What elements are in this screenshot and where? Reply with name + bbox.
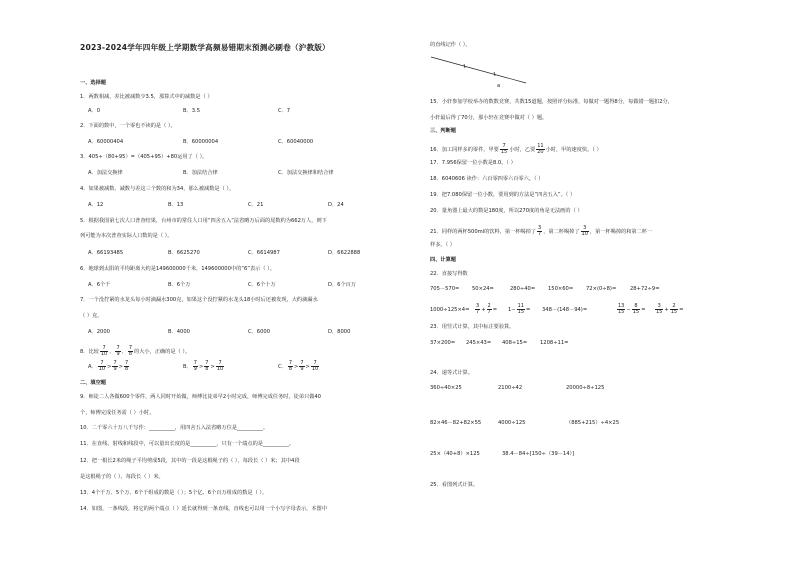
question-25: 25．看图列式计算。 [430,482,479,488]
option: D．6个百万 [328,282,357,288]
question-14: 14．如图，一条线段，将它的两个端点（ ）延长就得到一条直线。直线也可以用一个小写字母表示，本图中 [80,506,327,512]
option: D．8000 [328,329,351,335]
question-21-tail: ，第一杯喝掉的和第二杯一 [589,229,653,235]
section-heading: 四、计算题 [430,257,456,263]
option: B． [183,364,192,370]
straight-line [431,57,526,83]
endpoint-tick [464,64,465,68]
question-14-continued: 的直线记作（ ）。 [430,42,471,48]
calc-item: 1208÷11= [540,340,569,346]
option: C．加法交换律和结合律 [278,170,334,176]
option: B．60000004 [183,139,219,145]
fraction: $\frac{3}{7}$ [538,225,542,237]
section-heading: 二、填空题 [80,380,106,386]
option: D．6622888 [328,250,361,256]
calc-row [430,286,660,293]
calc-item: 280÷40= [510,286,536,292]
option: C．6个十万 [248,282,276,288]
calc-item: 82×46－82+82×55 [430,420,482,426]
page-title: 2023-2024学年四年级上学期数学高频易错期末预测必刷卷（沪教版） [80,43,330,52]
question-8: 8．比较 $\frac{7}{10}$ 、 $\frac{7}{9}$ 、 $\frac{7}{8}$ 的大小，正确的是（ ）。 [80,345,191,357]
calc-item: 50×24= [472,286,494,292]
question-16-stem: 16．加工同样多的零件，甲要 [430,147,499,153]
option: A．66193485 [88,250,124,256]
calc-item: 705－570= [430,286,460,292]
question-7-line1: 7．一个没拧紧的水龙头每小时滴漏水300克，如果这个没拧紧的水龙头18小时后还被发现，大约滴漏水 [80,297,318,303]
option: B．加法结合律 [183,170,218,176]
question-5-options [88,250,360,257]
calc-item: 4000÷125 [498,420,526,426]
section-heading: 三、判断题 [430,128,456,134]
question-7-line2: （ ）克。 [80,313,103,319]
question-8-stem: 8．比较 [80,349,99,355]
question-8-options: A． $\frac{7}{10}$ > $\frac{7}{9}$ > $\frac{7}{8}$ B． $\frac{7}{9}$ > $\frac{7}{8}$ > $\frac{7}{10}$ C． $\frac{7}{8}$ > $\frac{7}{9}$ > $\frac{7}{10}$ [88,360,319,372]
option: B．4000 [168,329,190,335]
question-15-line2: 小轩最后得了70分，那小轩在竞赛中做对（ ）题。 [430,115,548,121]
calc-row [430,451,574,458]
question-21-mid: ，第二杯喝掉了 [543,229,580,235]
question-6-options [88,282,356,289]
question-13: 13．4个千万、5个万、6个千组成的数是（ ）；5个亿、6个百万组成的数是（ ）。 [80,490,268,496]
question-2: 2．下面的数中，一个零也不读的是（ ）。 [80,123,176,129]
question-12-line2: 是这根绳子的（ ），每段长（ ）米。 [80,474,164,480]
calc-item: 1000÷125×4= [430,307,470,313]
question-3-options [88,170,334,177]
calc-item: 2100÷42 [498,385,523,391]
calc-row: 1000÷125×4= $\frac{3}{7}$ + $\frac{2}{7}$ = 1− $\frac{11}{15}$ = 348－(148－94)= $\frac{13}{15}$ − $\frac{8}{15}$ = $\frac{3}{15}$ + $\frac{2}{15}$ = [430,303,684,315]
option: A．6个千 [88,282,111,288]
question-12-line1: 12．把一根长2米的绳子平均剪成5段，其中的一段是这根绳子的（ ），每段长（ ）米；其中4段 [80,458,300,464]
question-5-line1: 5．根据我国第七次人口普查结果，台州市的常住人口用“四舍五入”法省略万后面的尾数约为662万人，则下 [80,218,327,224]
calc-item: 37×200= [430,340,456,346]
calc-item: 25×（40+8）×125 [430,451,480,457]
option: C．7 [278,108,291,114]
question-6: 6．地球到太阳的平均距离大约是149600000千米，149600000中的“6”表示（ ）。 [80,266,275,272]
option: C．6000 [248,329,271,335]
question-19: 19．把7.080保留一位小数，要用到的方法是“四舍五入”。（ ） [430,192,576,198]
calc-item: 245×43= [466,340,492,346]
option: A．12 [88,202,104,208]
line-label: a [497,83,501,89]
calc-row [430,340,569,347]
option: C． [278,364,287,370]
option: B．6625270 [168,250,200,256]
option: A．加法交换律 [88,170,123,176]
question-4: 4．如果被减数、减数与差这三个数的和为34，那么被减数是（ ）。 [80,186,235,192]
question-20: 20．量角器上最大的数是180度，所以270度的角是无法画的（ ） [430,208,583,214]
question-8-tail: 的大小，正确的是（ ）。 [134,349,191,355]
question-21-line2: 样多。（ ） [430,242,455,248]
question-1: 1．两数相减，差比被减数少3.5，那算式中的减数是（ ） [80,94,213,100]
question-16 [430,144,602,155]
option: C．60040000 [278,139,314,145]
question-15-line1: 15．小轩参加学校举办的数数竞赛，共数15道题，按照评分标准，每做对一题得8分，每做错一题扣2分， [430,99,673,105]
calc-item: 20000÷8÷125 [566,385,605,391]
calc-item: （885+215）÷4×25 [566,420,620,426]
calc-item: 408÷15= [502,340,528,346]
question-24: 24．递等式计算。 [430,370,473,376]
fraction: $\frac{7}{8}$ [128,345,133,357]
calc-item: 150×60= [548,286,574,292]
option: C．6614987 [248,250,280,256]
question-23: 23．用竖式计算，其中标注要验算。 [430,324,515,330]
option: C．21 [248,202,264,208]
line-figure [428,50,538,92]
question-10: 10．二千零六十万八千写作：__________，用四舍五入法省略万位是__________。 [80,425,269,431]
calc-row [430,420,619,427]
calc-row [430,385,604,392]
question-3: 3．405÷（80+95）=（405+95）+80运用了（ ）。 [80,154,208,160]
question-1-options [88,108,290,115]
question-5-line2: 列可能为本次普查实际人口数的是（ ）。 [80,233,173,239]
question-2-options [88,139,313,146]
question-18: 18．6040606 读作：六百零四零六百零六。（ ） [430,176,544,182]
fraction: $\frac{7}{9}$ [116,345,120,357]
section-heading: 一、选择题 [80,80,106,86]
endpoint-tick [494,72,495,76]
calc-item: 38.4－84÷[150÷（39－14）] [502,451,575,457]
fraction: $\frac{3}{10}$ [581,225,588,237]
fraction: $\frac{7}{10}$ [100,345,108,357]
fraction: $\frac{7}{15}$ [500,143,508,155]
calc-item: 72×(0÷8)= [586,286,617,292]
option: B．6个万 [168,282,191,288]
question-9-line2: 个，师傅完成任务需（ ）小时。 [80,410,155,416]
option: B．3.5 [183,108,200,114]
question-21-line1 [430,226,652,237]
question-21-stem: 21．同样的两杯500ml的饮料，第一杯喝掉了 [430,229,536,235]
calc-item: 348－(148－94)= [542,307,588,313]
question-22: 22．直接写得数 [430,271,468,277]
option: D．24 [328,202,344,208]
calc-item: 28+72÷9= [630,286,660,292]
question-11: 11．在直线、射线和线段中，可以量出长度的是__________，只有一个端点的是__________。 [80,441,295,447]
calc-item: 360÷40×25 [430,385,462,391]
question-4-options [88,202,344,209]
option: A．0 [88,108,101,114]
option: A．60000404 [88,139,124,145]
option: A．2000 [88,329,110,335]
fraction: $\frac{11}{20}$ [537,143,544,155]
question-7-options [88,329,350,336]
question-16-tail: 小时，甲的速度快。（ ） [545,147,602,153]
option: A． [88,364,97,370]
option: B．13 [168,202,184,208]
question-17: 17．7.956保留一位小数是8.0。（ ） [430,160,516,166]
question-9-line1: 9．师徒二人各做600个零件，两人同时开始做，师傅比徒弟早2小时完成，师傅完成任务时，徒弟只做40 [80,394,321,400]
question-16-mid: 小时，乙要 [509,147,536,153]
